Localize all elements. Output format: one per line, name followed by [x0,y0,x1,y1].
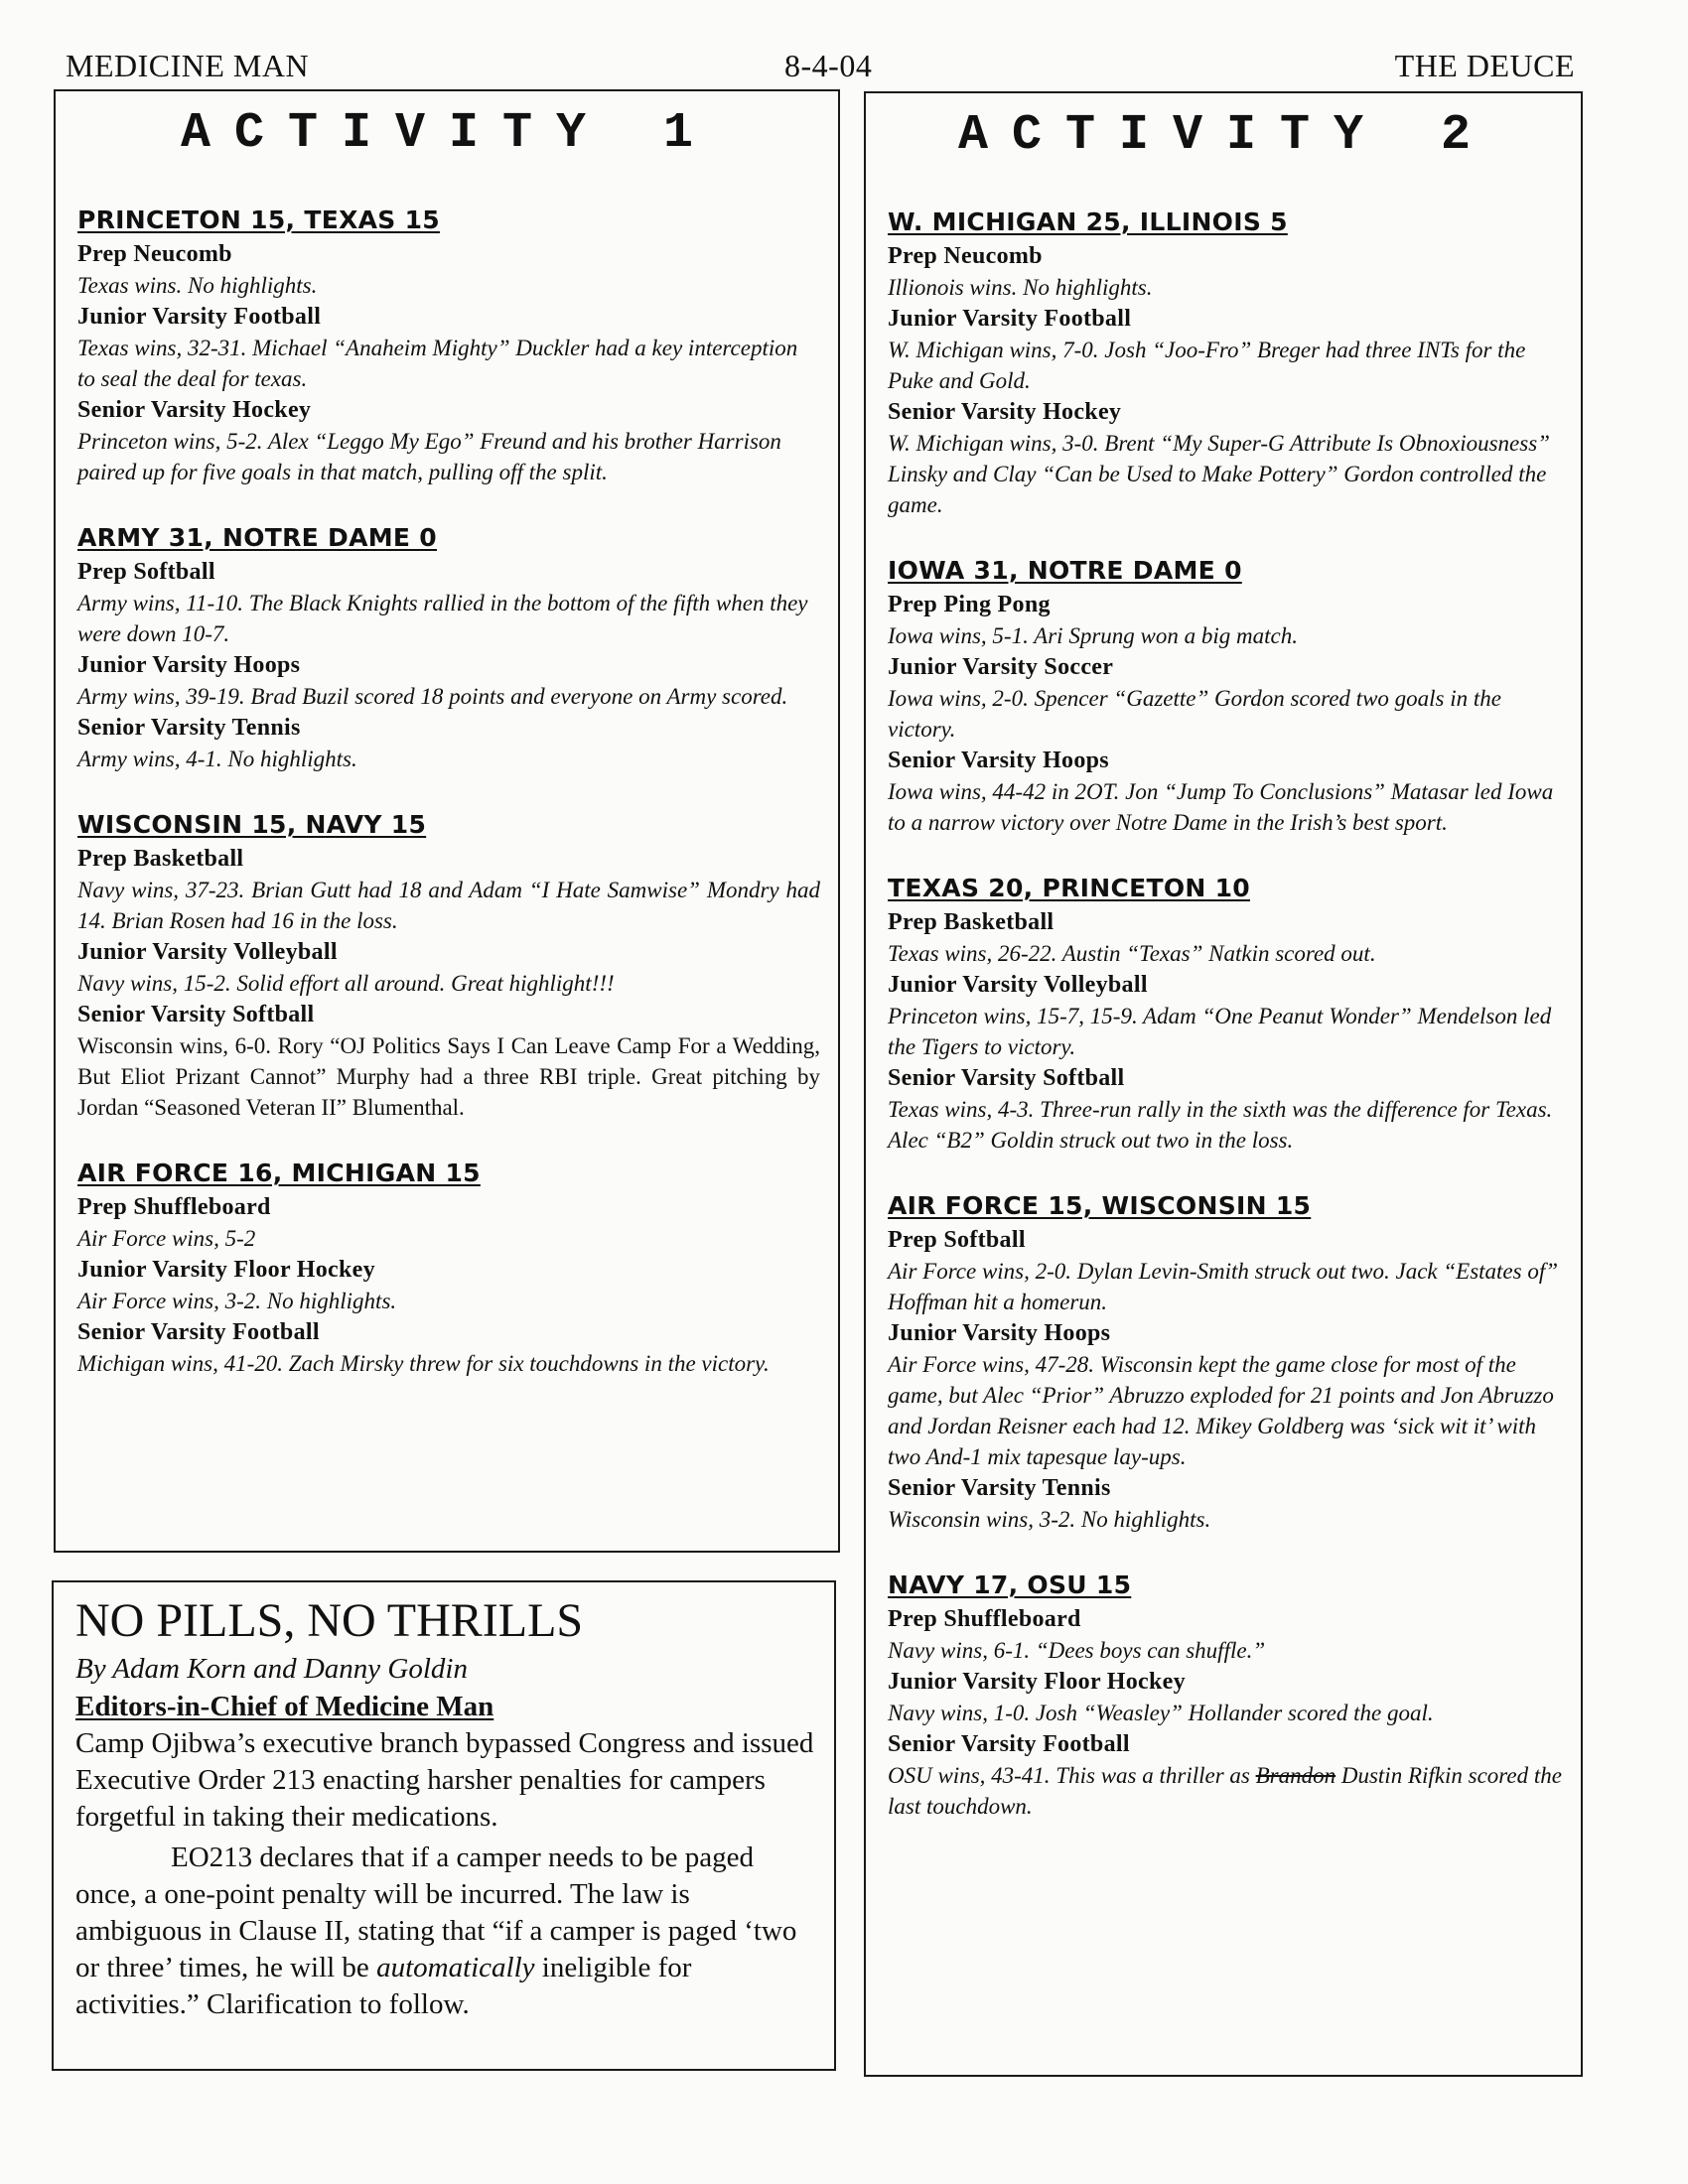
game-heading: WISCONSIN 15, NAVY 15 [77,810,427,839]
result-text: Air Force wins, 47-28. Wisconsin kept the game close for most of the game, but Alec “Prior” Abruzzo exploded for 21 points and Jon Abruzzo and Jordan Reisner each had 12. Mikey Goldberg was ‘sick wit it’ with two And-1 mix tapesque lay-ups. [888,1352,1554,1469]
level-label: Junior Varsity Volleyball [888,972,1148,998]
result-text: Texas wins, 26-22. Austin “Texas” Natkin scored out. [888,941,1376,966]
article-emphasis: automatically [376,1952,535,1983]
result-text: Air Force wins, 3-2. No highlights. [77,1289,397,1313]
result-text: Iowa wins, 2-0. Spencer “Gazette” Gordon scored two goals in the victory. [888,686,1501,742]
result-text: W. Michigan wins, 3-0. Brent “My Super-G Attribute Is Obnoxiousness” Linsky and Clay “Can be Used to Make Pottery” Gordon controlled the game. [888,431,1550,517]
activity-1-box [54,89,840,1553]
result-text: W. Michigan wins, 7-0. Josh “Joo-Fro” Breger had three INTs for the Puke and Gold. [888,338,1526,393]
level-label: Prep Shuffleboard [77,1194,271,1220]
game-heading: AIR FORCE 15, WISCONSIN 15 [888,1191,1312,1220]
game-block [888,556,1565,838]
level-label: Prep Softball [77,559,215,585]
level-label: Senior Varsity Hockey [77,397,312,423]
result-text: Air Force wins, 5-2 [77,1226,256,1251]
level-label: Junior Varsity Volleyball [77,939,338,965]
level-label: Junior Varsity Floor Hockey [77,1257,375,1283]
result-text: Illionois wins. No highlights. [888,275,1153,300]
game-block [77,205,820,487]
issue-date: 8-4-04 [784,48,873,83]
game-heading: W. MICHIGAN 25, ILLINOIS 5 [888,207,1288,236]
level-label: Senior Varsity Football [77,1319,320,1345]
level-label: Junior Varsity Hoops [888,1320,1111,1346]
article-text-part: EO213 declares that if a camper needs to be paged once, a one-point penalty will be incurred. The law is ambiguous in Clause II, stating that “if a camper is paged ‘two or three’ times, he will be [75,1842,797,1983]
level-label: Senior Varsity Football [888,1731,1130,1757]
result-text: Navy wins, 15-2. Solid effort all around. Great highlight!!! [77,971,615,996]
result-text: Navy wins, 37-23. Brian Gutt had 18 and Adam “I Hate Samwise” Mondry had 14. Brian Rosen had 16 in the loss. [77,878,820,933]
result-text: Texas wins, 32-31. Michael “Anaheim Mighty” Duckler had a key interception to seal the deal for texas. [77,336,798,391]
level-label: Prep Neucomb [77,241,232,267]
result-text: Iowa wins, 44-42 in 2OT. Jon “Jump To Conclusions” Matasar led Iowa to a narrow victory over Notre Dame in the Irish’s best sport. [888,779,1554,835]
level-label: Senior Varsity Hockey [888,399,1122,425]
article-box [52,1580,836,2071]
game-heading: ARMY 31, NOTRE DAME 0 [77,523,437,552]
result-text: Iowa wins, 5-1. Ari Sprung won a big match. [888,623,1298,648]
publication-name: MEDICINE MAN [66,48,310,83]
level-label: Prep Neucomb [888,243,1043,269]
game-block [888,874,1565,1156]
article-title: NO PILLS, NO THRILLS [75,1594,584,1647]
result-text: Air Force wins, 2-0. Dylan Levin-Smith struck out two. Jack “Estates of” Hoffman hit a homerun. [888,1259,1559,1314]
result-text: Army wins, 11-10. The Black Knights rallied in the bottom of the fifth when they were down 10-7. [77,591,808,646]
article-paragraph [75,1840,816,2023]
result-text: Wisconsin wins, 3-2. No highlights. [888,1507,1211,1532]
level-label: Junior Varsity Floor Hockey [888,1669,1186,1695]
game-heading: NAVY 17, OSU 15 [888,1570,1132,1599]
level-label: Senior Varsity Softball [77,1002,315,1027]
level-label: Junior Varsity Soccer [888,654,1114,680]
result-text: Army wins, 39-19. Brad Buzil scored 18 points and everyone on Army scored. [77,684,788,709]
article-text-part: ineligible for activities.” Clarification to follow. [75,1952,692,2020]
activity-2-box [864,91,1583,2077]
game-heading: PRINCETON 15, TEXAS 15 [77,205,440,234]
game-block [77,523,820,774]
result-text-part: OSU wins, 43-41. This was a thriller as [888,1763,1256,1788]
game-block [77,810,820,1123]
level-label: Prep Ping Pong [888,592,1051,617]
level-label: Junior Varsity Football [77,304,322,330]
page-header [66,48,1575,95]
result-text: Princeton wins, 15-7, 15-9. Adam “One Peanut Wonder” Mendelson led the Tigers to victory. [888,1004,1552,1059]
game-block [77,1159,820,1379]
level-label: Junior Varsity Hoops [77,652,301,678]
game-heading: IOWA 31, NOTRE DAME 0 [888,556,1242,585]
game-block [888,1570,1565,1822]
result-text: Texas wins. No highlights. [77,273,318,298]
level-label: Prep Shuffleboard [888,1606,1081,1632]
struck-name: Brandon [1255,1763,1336,1788]
level-label: Prep Softball [888,1227,1026,1253]
result-text: Army wins, 4-1. No highlights. [77,747,357,771]
result-text: Texas wins, 4-3. Three-run rally in the sixth was the difference for Texas. Alec “B2” Goldin struck out two in the loss. [888,1097,1553,1153]
game-block [888,207,1565,520]
result-text: Princeton wins, 5-2. Alex “Leggo My Ego” Freund and his brother Harrison paired up for five goals in that match, pulling off the split. [77,429,781,484]
result-text: Michigan wins, 41-20. Zach Mirsky threw for six touchdowns in the victory. [77,1351,770,1376]
result-text: Navy wins, 6-1. “Dees boys can shuffle.” [888,1638,1266,1663]
game-block [888,1191,1565,1535]
level-label: Senior Varsity Softball [888,1065,1125,1091]
game-heading: TEXAS 20, PRINCETON 10 [888,874,1250,902]
level-label: Senior Varsity Tennis [77,715,301,741]
issue-name: THE DEUCE [1394,48,1575,83]
level-label: Junior Varsity Football [888,306,1132,332]
level-label: Senior Varsity Tennis [888,1475,1111,1501]
game-heading: AIR FORCE 16, MICHIGAN 15 [77,1159,481,1187]
result-text: Navy wins, 1-0. Josh “Weasley” Hollander scored the goal. [888,1701,1434,1725]
result-text [888,1760,1565,1822]
result-text: Wisconsin wins, 6-0. Rory “OJ Politics Says I Can Leave Camp For a Wedding, But Eliot Prizant Cannot” Murphy had a three RBI triple. Great pitching by Jordan “Seasoned Veteran II” Blumenthal. [77,1033,820,1120]
level-label: Senior Varsity Hoops [888,748,1109,773]
activity-1-title: ACTIVITY 1 [180,105,718,162]
level-label: Prep Basketball [888,909,1055,935]
level-label: Prep Basketball [77,846,244,872]
result-text-part: Dustin Rifkin scored the last touchdown. [888,1763,1562,1819]
activity-2-title: ACTIVITY 2 [957,107,1495,164]
article-author-role: Editors-in-Chief of Medicine Man [75,1691,494,1722]
article-byline: By Adam Korn and Danny Goldin [75,1653,468,1685]
article-paragraph: Camp Ojibwa’s executive branch bypassed Congress and issued Executive Order 213 enacting harsher penalties for campers forgetful in taking their medications. [75,1727,814,1833]
